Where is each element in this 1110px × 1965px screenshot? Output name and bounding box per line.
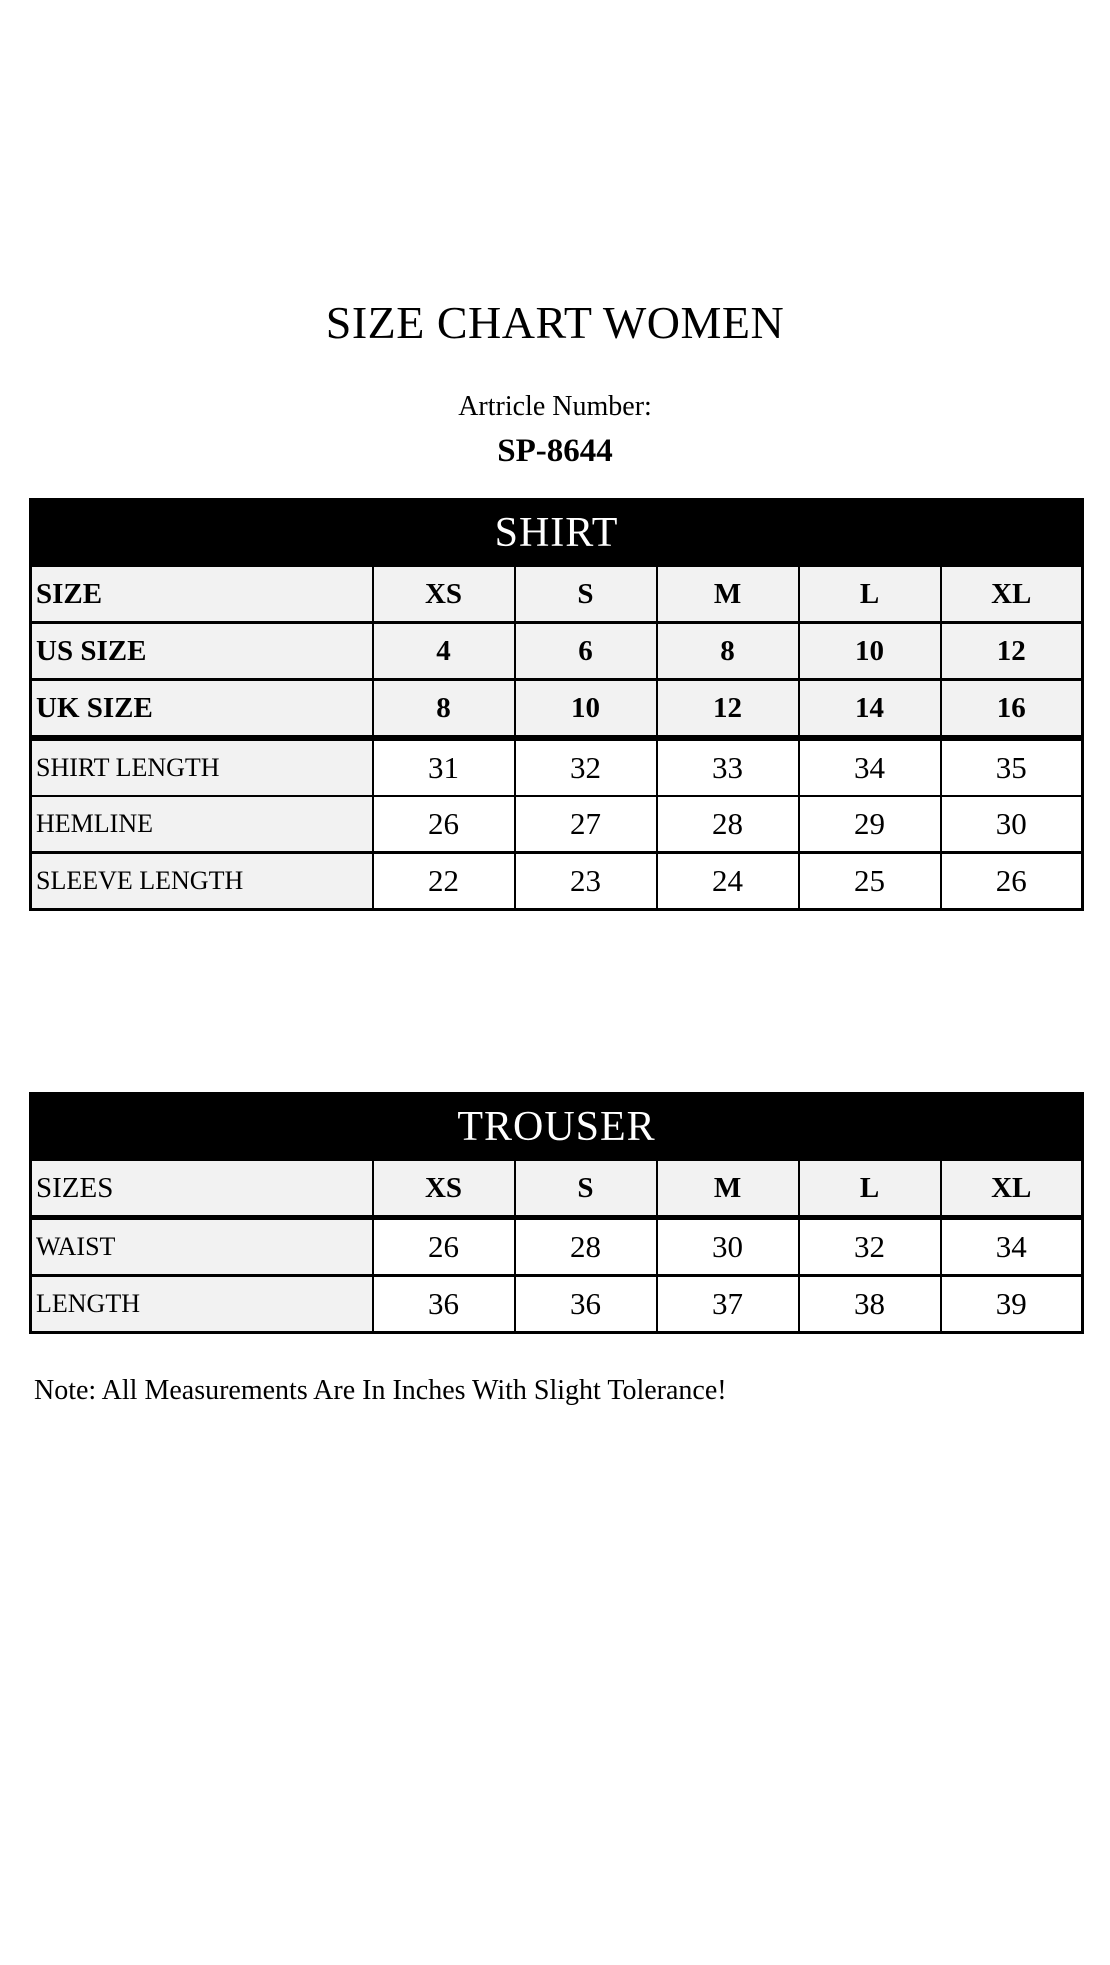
row-label-cell: SIZE bbox=[31, 566, 373, 623]
value-cell: 26 bbox=[941, 853, 1083, 910]
value-cell: 36 bbox=[373, 1276, 515, 1333]
trouser-table-title: TROUSER bbox=[31, 1094, 1083, 1161]
trouser-row-length bbox=[31, 1276, 1083, 1333]
value-cell: 12 bbox=[657, 680, 799, 739]
value-cell: 4 bbox=[373, 623, 515, 680]
size-cell-l: L bbox=[799, 1160, 941, 1218]
shirt-row-size bbox=[31, 566, 1083, 623]
value-cell: 39 bbox=[941, 1276, 1083, 1333]
value-cell: 36 bbox=[515, 1276, 657, 1333]
row-label-cell: UK SIZE bbox=[31, 680, 373, 739]
size-cell-m: M bbox=[657, 1160, 799, 1218]
value-cell: 32 bbox=[799, 1218, 941, 1276]
size-chart-document bbox=[29, 297, 1081, 1407]
measurements-note: Note: All Measurements Are In Inches With Slight Tolerance! bbox=[34, 1375, 727, 1407]
value-cell: 22 bbox=[373, 853, 515, 910]
value-cell: 12 bbox=[941, 623, 1083, 680]
value-cell: 27 bbox=[515, 796, 657, 853]
value-cell: 25 bbox=[799, 853, 941, 910]
row-label-cell: SLEEVE LENGTH bbox=[31, 853, 373, 910]
size-cell-l: L bbox=[799, 566, 941, 623]
size-cell-s: S bbox=[515, 566, 657, 623]
shirt-row-hemline bbox=[31, 796, 1083, 853]
shirt-row-sleeve-length bbox=[31, 853, 1083, 910]
value-cell: 6 bbox=[515, 623, 657, 680]
value-cell: 38 bbox=[799, 1276, 941, 1333]
value-cell: 28 bbox=[657, 796, 799, 853]
value-cell: 31 bbox=[373, 738, 515, 796]
size-cell-xl: XL bbox=[941, 1160, 1083, 1218]
value-cell: 8 bbox=[657, 623, 799, 680]
article-number-label: Artricle Number: bbox=[458, 391, 652, 422]
row-label-cell: WAIST bbox=[31, 1218, 373, 1276]
value-cell: 23 bbox=[515, 853, 657, 910]
value-cell: 10 bbox=[799, 623, 941, 680]
trouser-row-sizes bbox=[31, 1160, 1083, 1218]
value-cell: 16 bbox=[941, 680, 1083, 739]
value-cell: 26 bbox=[373, 1218, 515, 1276]
value-cell: 29 bbox=[799, 796, 941, 853]
shirt-row-uk-size bbox=[31, 680, 1083, 739]
row-label-cell: US SIZE bbox=[31, 623, 373, 680]
row-label-cell: LENGTH bbox=[31, 1276, 373, 1333]
value-cell: 34 bbox=[941, 1218, 1083, 1276]
value-cell: 32 bbox=[515, 738, 657, 796]
size-cell-m: M bbox=[657, 566, 799, 623]
size-cell-xs: XS bbox=[373, 566, 515, 623]
size-cell-s: S bbox=[515, 1160, 657, 1218]
value-cell: 35 bbox=[941, 738, 1083, 796]
shirt-row-shirt-length bbox=[31, 738, 1083, 796]
page-title: SIZE CHART WOMEN bbox=[325, 297, 785, 348]
shirt-table-title-row bbox=[31, 500, 1083, 567]
value-cell: 28 bbox=[515, 1218, 657, 1276]
row-label-cell: SHIRT LENGTH bbox=[31, 738, 373, 796]
value-cell: 37 bbox=[657, 1276, 799, 1333]
value-cell: 10 bbox=[515, 680, 657, 739]
value-cell: 8 bbox=[373, 680, 515, 739]
article-number-value: SP-8644 bbox=[497, 432, 613, 469]
trouser-table-title-row bbox=[31, 1094, 1083, 1161]
value-cell: 14 bbox=[799, 680, 941, 739]
row-label-cell: HEMLINE bbox=[31, 796, 373, 853]
value-cell: 24 bbox=[657, 853, 799, 910]
value-cell: 26 bbox=[373, 796, 515, 853]
value-cell: 33 bbox=[657, 738, 799, 796]
value-cell: 30 bbox=[657, 1218, 799, 1276]
value-cell: 34 bbox=[799, 738, 941, 796]
trouser-row-waist bbox=[31, 1218, 1083, 1276]
shirt-row-us-size bbox=[31, 623, 1083, 680]
shirt-size-table bbox=[29, 498, 1084, 911]
trouser-size-table bbox=[29, 1092, 1084, 1334]
row-label-cell: SIZES bbox=[31, 1160, 373, 1218]
size-cell-xs: XS bbox=[373, 1160, 515, 1218]
size-cell-xl: XL bbox=[941, 566, 1083, 623]
value-cell: 30 bbox=[941, 796, 1083, 853]
shirt-table-title: SHIRT bbox=[31, 500, 1083, 567]
